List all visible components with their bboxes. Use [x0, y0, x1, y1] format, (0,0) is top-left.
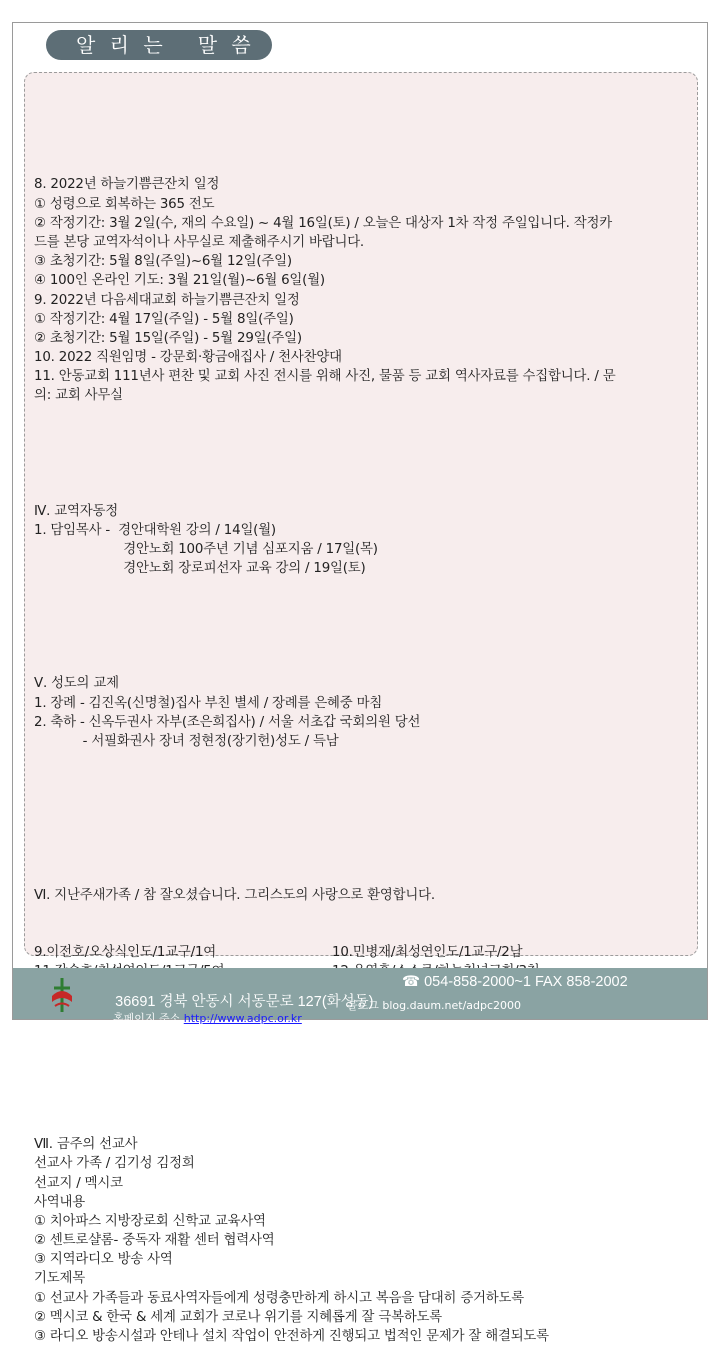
notice-line: 선교지 / 멕시코 [34, 1175, 123, 1191]
notice-line: ③ 지역라디오 방송 사역 [34, 1252, 173, 1268]
newcomers-title: Ⅵ. 지난주새가족 / 참 잘오셨습니다. 그리스도의 사랑으로 환영합니다. [34, 887, 435, 903]
notice-line: - 서필화권사 장녀 정현정(장기헌)성도 / 득남 [34, 733, 339, 749]
missionary-section [34, 1135, 684, 1346]
notice-line: 의: 교회 사무실 [34, 388, 123, 404]
notice-line: 2. 축하 - 신옥두권사 자부(조은희집사) / 서울 서초갑 국회의원 당선 [34, 714, 421, 730]
notice-line: ④ 100인 온라인 기도: 3월 21일(월)~6월 6일(월) [34, 273, 325, 289]
notice-line: 10. 2022 직원임명 - 강문회·황금애집사 / 천사찬양대 [34, 350, 342, 366]
footer-web-line [99, 997, 522, 1052]
notice-line: 경안노회 장로피선자 교육 강의 / 19일(토) [34, 561, 366, 577]
newcomer-entry: 10.민병재/최성연인도/1교구/2남 [332, 945, 523, 961]
notice-line: ③ 라디오 방송시설과 안테나 설치 작업이 안전하게 진행되고 법적인 문제가 잘 해결되도록 [34, 1329, 549, 1344]
pastor-schedule-section [34, 502, 684, 579]
notice-line: 경안노회 100주년 기념 심포지움 / 17일(목) [34, 542, 378, 558]
notice-line: 1. 장례 - 김진옥(신명철)집사 부친 별세 / 장례를 은혜중 마침 [34, 695, 383, 711]
notice-line: 1. 담임목사 - 경안대학원 강의 / 14일(월) [34, 522, 276, 538]
notice-line: 사역내용 [34, 1194, 85, 1210]
footer [13, 968, 707, 1025]
notice-line: Ⅳ. 교역자동정 [34, 503, 118, 519]
newcomer-row [34, 943, 684, 962]
page-title: 알 리 는 말 씀 [46, 30, 272, 60]
church-cross-logo-icon [47, 976, 77, 1014]
homepage-link[interactable]: http://www.adpc.or.kr [183, 1012, 302, 1025]
notice-line: 8. 2022년 하늘기쁨큰잔치 일정 [34, 177, 220, 193]
notice-line: ① 선교사 가족들과 동료사역자들에게 성령충만하게 하시고 복음을 담대히 증거하도록 [34, 1290, 524, 1306]
notice-line: 9. 2022년 다음세대교회 하늘기쁨큰잔치 일정 [34, 292, 300, 308]
notice-line: 선교사 가족 / 김기성 김정희 [34, 1156, 195, 1172]
blog-address: 블로그 blog.daum.net/adpc2000 [347, 999, 522, 1012]
notice-line: Ⅴ. 성도의 교제 [34, 676, 119, 692]
notice-line: ② 멕시코 & 한국 & 세계 교회가 코로나 위기를 지혜롭게 잘 극복하도록 [34, 1309, 443, 1325]
notice-line: ① 작정기간: 4월 17일(주일) - 5월 8일(주일) [34, 311, 294, 327]
church-events-section [34, 175, 684, 405]
notice-line: 11. 안동교회 111년사 편찬 및 교회 사진 전시를 위해 사진, 물품 등 교회 역사자료를 수집합니다. / 문 [34, 369, 616, 385]
notice-line: ① 성령으로 회복하는 365 전도 [34, 196, 215, 212]
notice-line: ① 치아파스 지방장로회 신학교 교육사역 [34, 1213, 266, 1229]
notice-line: ③ 초청기간: 5월 8일(주일)~6월 12일(주일) [34, 254, 292, 270]
newcomer-entry: 9.이전호/오상식인도/1교구/1여 [34, 945, 217, 961]
notice-line: 드를 본당 교역자석이나 사무실로 제출해주시기 바랍니다. [34, 234, 364, 250]
notice-line: Ⅶ. 금주의 선교사 [34, 1137, 138, 1153]
church-address: 36691 경북 안동시 서동문로 127(화성동) [115, 994, 374, 1010]
fellowship-section [34, 674, 684, 751]
notice-line: 기도제목 [34, 1271, 85, 1287]
notice-content [34, 137, 684, 1365]
church-phone: ☎ 054-858-2000~1 FAX 858-2002 [402, 974, 628, 990]
notice-line: ② 작정기간: 3월 2일(수, 재의 수요일) ~ 4월 16일(토) / 오늘은 대상자 1차 작정 주일입니다. 작정카 [34, 215, 612, 231]
notice-line: ② 초청기간: 5월 15일(주일) - 5월 29일(주일) [34, 330, 302, 346]
notice-line: ② 센트로샬롬- 중독자 재활 센터 협력사역 [34, 1233, 275, 1249]
homepage-label: 홈페이지 주소 [113, 1012, 184, 1025]
